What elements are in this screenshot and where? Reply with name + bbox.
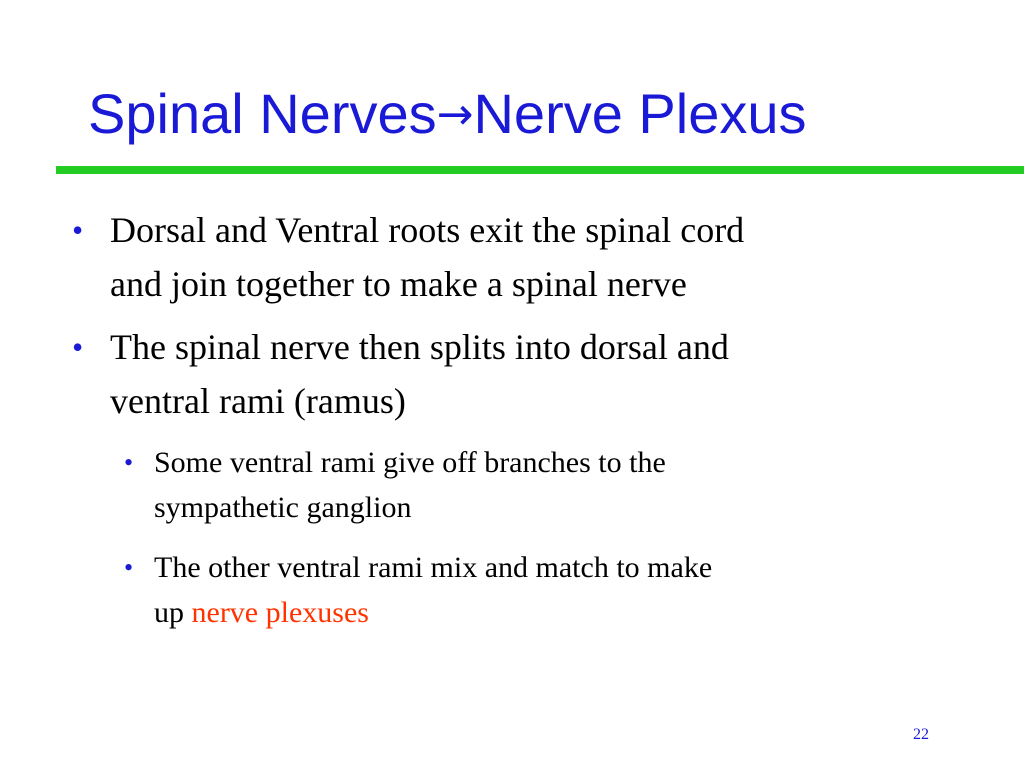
page-number: 22 [913, 726, 929, 743]
sub-bullet-prefix: up [154, 596, 192, 629]
nerve-plexuses-term: nerve plexuses [191, 596, 369, 629]
bullet-line: Dorsal and Ventral roots exit the spinal cord [110, 210, 745, 250]
bullet-icon: • [124, 553, 134, 582]
sub-bullet-line: The other ventral rami mix and match to make [154, 551, 713, 584]
bullet-line: ventral rami (ramus) [110, 381, 406, 421]
bullet-icon: • [72, 329, 84, 365]
bullet-item-rami [72, 320, 729, 428]
bullet-line: The spinal nerve then splits into dorsal and [110, 327, 729, 367]
bullet-item-roots [72, 203, 745, 311]
title-part-spinal-nerves: Spinal Nerves [88, 82, 437, 145]
title-part-nerve-plexus: Nerve Plexus [473, 82, 807, 145]
sub-bullet-line [154, 590, 712, 635]
sub-bullet-line: Some ventral rami give off branches to the [154, 446, 666, 479]
sub-bullet-item-plexuses [124, 545, 713, 635]
bullet-icon: • [72, 212, 84, 248]
sub-bullet-item-sympathetic [124, 440, 666, 530]
sub-bullet-line: sympathetic ganglion [154, 491, 412, 524]
right-arrow-icon: → [436, 89, 474, 140]
bullet-line: and join together to make a spinal nerve [110, 264, 687, 304]
bullet-icon: • [124, 448, 134, 477]
